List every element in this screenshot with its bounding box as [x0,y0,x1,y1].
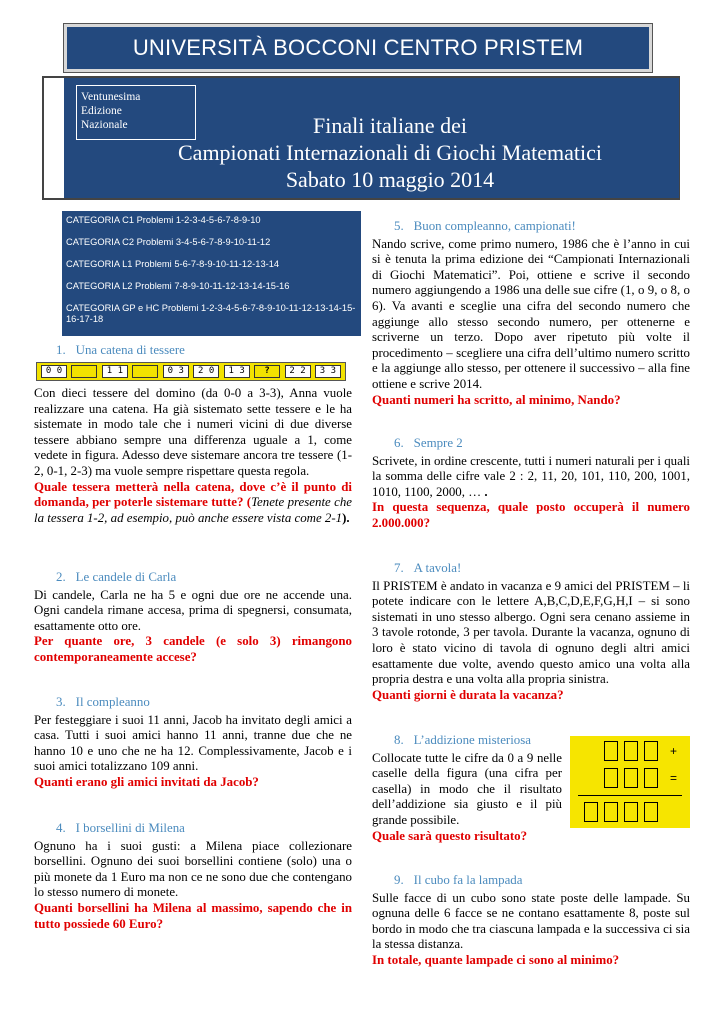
edition-line: Ventunesima [81,91,141,103]
title-line: Campionati Internazionali di Giochi Matematici [178,140,602,165]
digit-box [624,741,638,761]
problem-1 [34,386,352,526]
problem-4-question: Quanti borsellini ha Milena al massimo, sapendo che in tutto possiede 60 Euro? [34,900,352,931]
problem-1-question: Quale tessera metterà nella catena, dove c’è il punto di domanda, per poterle sistemare tutte? (Tenete presente che la tessera 1-2, ad esempio, può anche essere vista come 2-1). [34,479,352,525]
problem-2-question: Per quante ore, 3 candele (e solo 3) rimangono contemporaneamente accese? [34,634,352,664]
problem-5-text: Nando scrive, come primo numero, 1986 che è l’anno in cui si è tenuta la prima edizione dei “Campionati Internazionali di Giochi Matematici”. Poi, ottiene e scrive il secondo numero aggiungendo a 1986 una delle sue cifre (1, o 9, o 8, o 6). Va avanti e sceglie una cifra del secondo numero che aggiunge allo stesso secondo numero, per ottenerne e scriverne un terzo. Dopo aver ripetuto più volte il procedimento – scegliere una cifra dell’ultimo numero scritto e la aggiunge allo stesso, per ottenere il successivo – alla fine ottiene e scrive 2014. [372,236,690,391]
problem-1-note: Tenete presente che la tessera 1-2, ad esempio, può anche essere vista come 2-1 [34,495,352,525]
problem-1-heading-block [34,343,352,361]
equals-sign: = [670,771,678,785]
problem-3-heading: 3. Il compleanno [56,695,150,709]
problem-5-heading: 5. Buon compleanno, campionati! [394,219,576,233]
problem-7 [372,561,690,703]
problem-9-text: Sulle facce di un cubo sono state poste delle lampade. Su ognuna delle 6 facce se ne contano esattamente 8, poste sul bordo in modo che tra ciascuna lampada e la successiva ci sia la stessa distanza. [372,890,690,952]
problem-3-question: Quanti erano gli amici invitati da Jacob? [34,774,259,789]
problem-9-question: In totale, quante lampade ci sono al minimo? [372,952,620,967]
page-title [100,112,680,193]
problem-1-heading: 1. Una catena di tessere [56,343,185,357]
addition-puzzle [570,736,690,828]
problem-4-heading: 4. I borsellini di Milena [56,821,185,835]
problem-6-heading: 6. Sempre 2 [394,436,463,450]
problem-1-text: Con dieci tessere del domino (da 0-0 a 3-3), Anna vuole realizzare una catena. Ha già sistemato sette tessere e le ha sistemate in modo tale che i numeri vicini di due diverse tessere abbiano sempre una differenza uguale a 1, come vedete in figura. Adesso deve sistemare ancora tre tessere (1-2, 0-1, 2-3) ma vuole sempre rispettare questa regola. [34,386,352,478]
domino-tile: 1 1 [102,365,128,378]
digit-box [644,802,658,822]
domino-tile: 2 2 [285,365,311,378]
digit-box [604,802,618,822]
category-item: CATEGORIA L2 Problemi 7-8-9-10-11-12-13-14-15-16 [66,281,290,291]
digit-box [644,768,658,788]
digit-box [604,768,618,788]
domino-empty-slot [132,365,158,378]
problem-7-question: Quanti giorni è durata la vacanza? [372,687,564,702]
problem-2 [34,570,352,666]
plus-sign: + [670,744,678,758]
edition-line: Edizione [81,105,122,117]
edition-line: Nazionale [81,119,128,131]
title-line: Finali italiane dei [313,113,467,138]
digit-box [604,741,618,761]
sum-line [578,795,682,796]
problem-4 [34,821,352,932]
category-item: CATEGORIA C2 Problemi 3-4-5-6-7-8-9-10-11-12 [66,237,271,247]
problem-5-question: Quanti numeri ha scritto, al minimo, Nando? [372,392,621,407]
digit-box [644,741,658,761]
problem-9 [372,873,690,969]
category-item: CATEGORIA GP e HC Problemi 1-2-3-4-5-6-7-8-9-10-11-12-13-14-15-16-17-18 [66,303,356,324]
domino-tile: 3 3 [315,365,341,378]
digit-box [624,768,638,788]
domino-tile: 0 0 [41,365,67,378]
domino-tile: 2 0 [193,365,219,378]
digit-box [624,802,638,822]
problem-3-text: Per festeggiare i suoi 11 anni, Jacob ha invitato degli amici a casa. Tutti i suoi amici hanno 11 anni, tranne due che ne hanno 10 e uno che ne ha 12. Complessivamente, Jacob e i suoi amici totalizzano 109 anni. [34,712,352,774]
header-banner: UNIVERSITÀ BOCCONI CENTRO PRISTEM [64,24,652,72]
category-item: CATEGORIA C1 Problemi 1-2-3-4-5-6-7-8-9-10 [66,215,261,225]
problem-8-question: Quale sarà questo risultato? [372,828,528,843]
domino-question-slot: ? [254,365,280,378]
problem-5 [372,219,690,408]
problem-6-text: Scrivete, in ordine crescente, tutti i numeri naturali per i quali la somma delle cifre vale 2 : 2, 11, 20, 101, 110, 200, 1001, 1010, 1100, 2000, … . [372,453,690,499]
category-item: CATEGORIA L1 Problemi 5-6-7-8-9-10-11-12-13-14 [66,259,280,269]
problem-2-heading: 2. Le candele di Carla [56,570,177,584]
problem-3 [34,695,352,791]
domino-empty-slot [71,365,97,378]
problem-8 [372,733,562,844]
problem-8-heading: 8. L’addizione misteriosa [394,733,531,747]
problem-9-heading: 9. Il cubo fa la lampada [394,873,523,887]
problem-8-text: Collocate tutte le cifre da 0 a 9 nelle caselle della figura (una cifra per casella) in modo che il risultato dell’addizione sia giusto e il più grande possibile. [372,750,562,827]
problem-4-text: Ognuno ha i suoi gusti: a Milena piace collezionare borsellini. Ognuno dei suoi borsellini contiene (solo) una o più monete da 1 Euro ma non ce ne sono due che contengano lo stesso numero di monete. [34,838,352,900]
domino-tile: 0 3 [163,365,189,378]
categories-box [62,211,361,336]
domino-chain [36,362,346,381]
problem-6 [372,436,690,532]
problem-6-question: In questa sequenza, quale posto occuperà il numero 2.000.000? [372,500,690,530]
digit-box [584,802,598,822]
problem-2-text: Di candele, Carla ne ha 5 e ogni due ore ne accende una. Ogni candela rimane accesa, prima di spegnersi, consumata, esattamente otto ore. [34,587,352,633]
domino-tile: 1 3 [224,365,250,378]
problem-7-text: Il PRISTEM è andato in vacanza e 9 amici del PRISTEM – li potete indicare con le lettere A,B,C,D,E,F,G,H,I – si sono sistemati in uno stesso albergo. Ogni sera cenano assieme in 3 tavole rotonde, 3 per tavola. Durante la vacanza, ognuno di loro è stato vicino di tavola di ognuno degli altri amici esattamente due volte, avendo questo amico una volta alla propria destra e una volta alla propria sinistra. [372,578,690,687]
problem-7-heading: 7. A tavola! [394,561,462,575]
title-line: Sabato 10 maggio 2014 [285,167,495,192]
